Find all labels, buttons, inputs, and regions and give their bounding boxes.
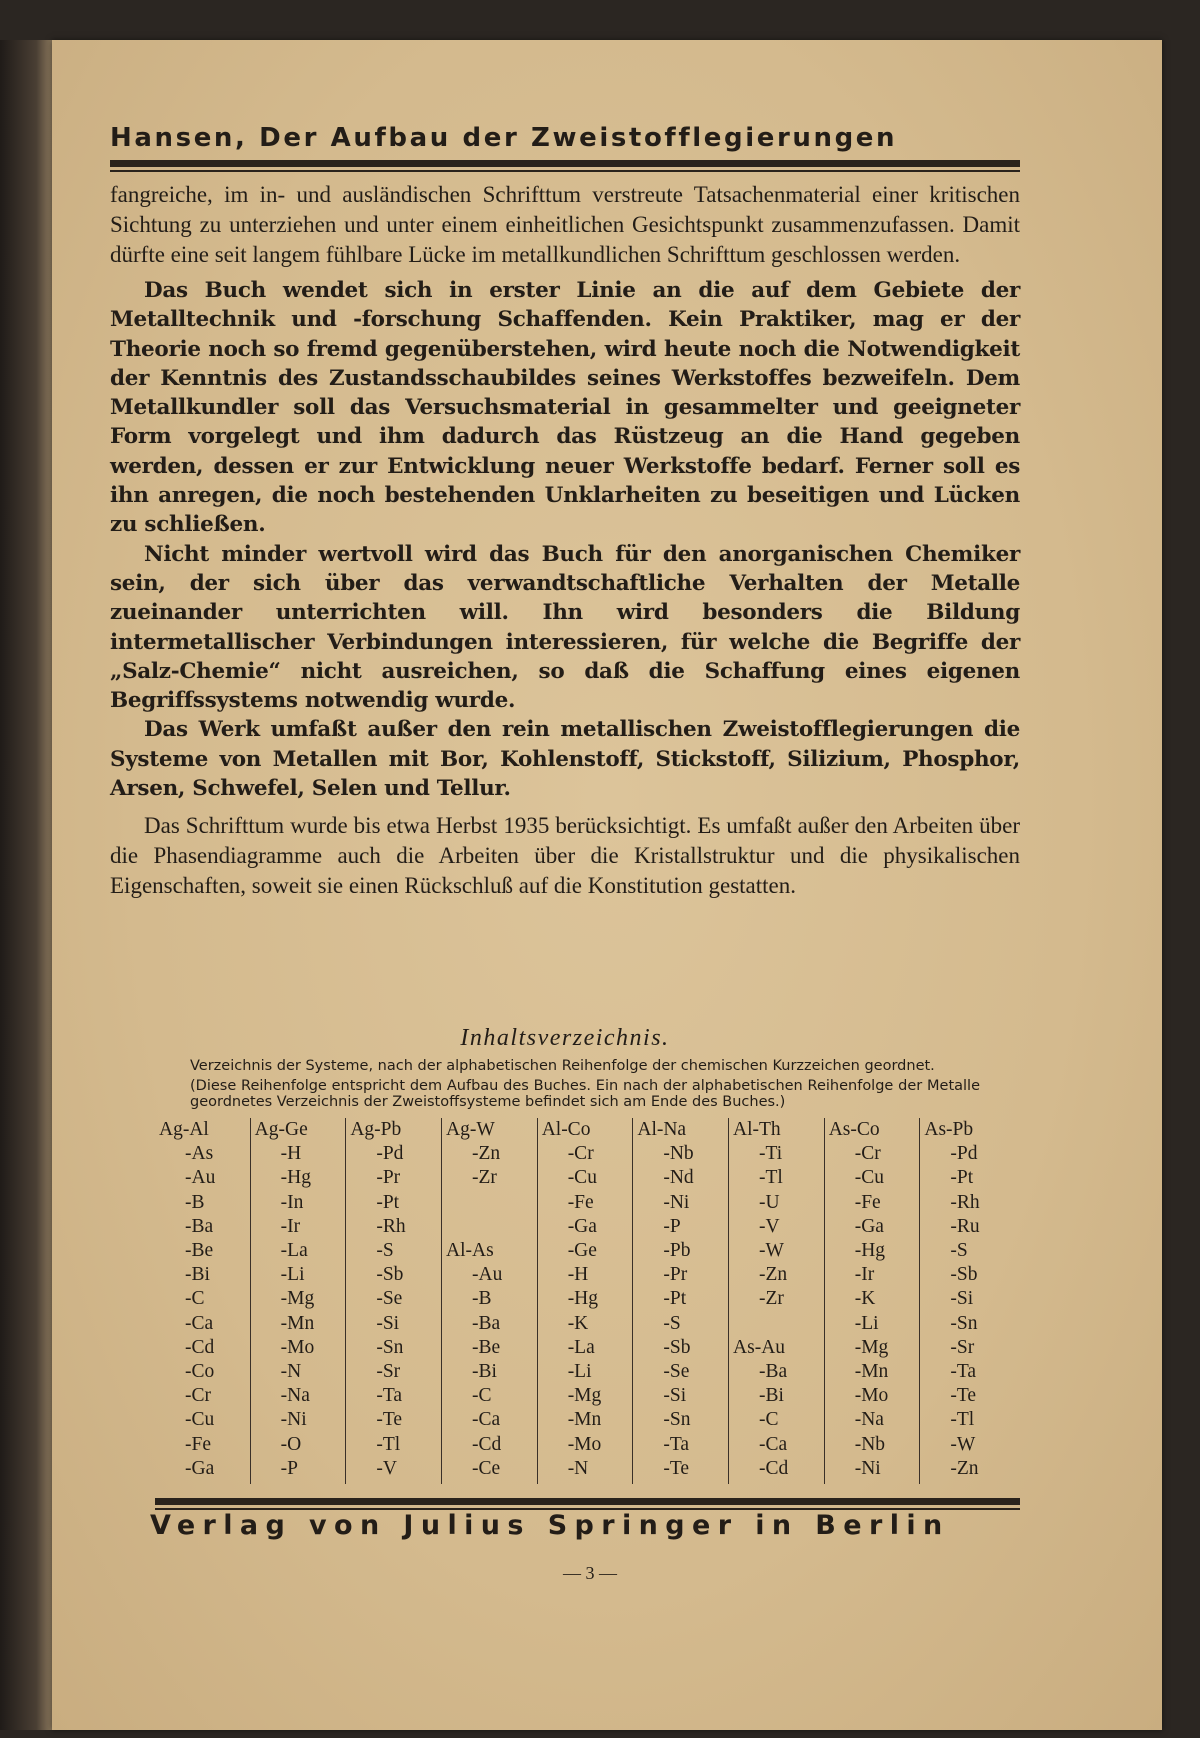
toc-system-entry: -Mn bbox=[854, 1361, 889, 1383]
toc-title: Inhaltsverzeichnis. bbox=[460, 1025, 670, 1051]
toc-system-entry: -Cu bbox=[567, 1167, 597, 1189]
toc-system-entry: -Se bbox=[663, 1361, 690, 1383]
toc-system-entry: -Pr bbox=[376, 1167, 401, 1189]
toc-system-entry: -Cd bbox=[185, 1336, 215, 1358]
toc-system-entry: -Cr bbox=[567, 1143, 594, 1165]
toc-column bbox=[729, 1118, 825, 1484]
toc-system-entry: -Pt bbox=[950, 1167, 974, 1189]
toc-system-entry: -Se bbox=[376, 1288, 403, 1310]
toc-system-entry: -Mn bbox=[567, 1409, 602, 1431]
toc-system-entry: -Mo bbox=[567, 1433, 602, 1455]
toc-system-entry: -Nb bbox=[663, 1143, 694, 1165]
toc-system-entry: -W bbox=[950, 1433, 976, 1455]
toc-system-entry: -Cr bbox=[185, 1385, 211, 1407]
toc-system-entry: -Rh bbox=[376, 1215, 406, 1237]
toc-system-entry: -Te bbox=[950, 1385, 977, 1407]
toc-system-entry: -Mn bbox=[280, 1312, 315, 1334]
toc-system-entry: -Sn bbox=[663, 1409, 691, 1431]
toc-system-entry: -Na bbox=[854, 1409, 884, 1431]
toc-spacer bbox=[729, 1312, 824, 1336]
page-number: — 3 — bbox=[563, 1563, 617, 1583]
toc-system-entry: -Ge bbox=[567, 1240, 597, 1262]
toc-system-entry: -P bbox=[280, 1457, 299, 1479]
toc-system-entry: -Ga bbox=[185, 1457, 215, 1479]
toc-system-entry: -W bbox=[759, 1240, 784, 1262]
toc-system-entry: -Si bbox=[376, 1312, 400, 1334]
toc-system-entry: -Ga bbox=[854, 1215, 884, 1237]
toc-system-entry: -Sr bbox=[376, 1361, 401, 1383]
toc-system-entry: -Zn bbox=[472, 1143, 501, 1165]
toc-system-entry: -Sb bbox=[376, 1264, 404, 1286]
toc-system-entry: -K bbox=[567, 1312, 589, 1334]
toc-system-entry: -N bbox=[280, 1361, 302, 1383]
toc-system-entry: -Ir bbox=[854, 1264, 875, 1286]
toc-system-entry: -Ni bbox=[663, 1191, 690, 1213]
paragraph-intro: fangreiche, im in- und ausländischen Schrifttum verstreute Tatsachenmaterial einer kritischen Sichtung zu unterziehen und unter einem einheitlichen Gesichtspunkt zusammenzufassen. Damit dürfte eine seit langem fühlbare Lücke im metallkundlichen Schrifttum geschlossen werden. bbox=[110, 182, 1020, 267]
toc-system-entry: -As bbox=[185, 1143, 214, 1165]
toc-system-entry: -Tl bbox=[376, 1433, 401, 1455]
toc-system-entry: -Mg bbox=[280, 1288, 315, 1310]
toc-system-entry: -Na bbox=[280, 1385, 310, 1407]
toc-column bbox=[155, 1118, 251, 1484]
publisher-imprint: Verlag von Julius Springer in Berlin bbox=[150, 1510, 950, 1541]
toc-system-entry: -Pd bbox=[376, 1143, 404, 1165]
toc-system-entry: -Ba bbox=[185, 1215, 214, 1237]
toc-system-heading: Ag-W bbox=[446, 1119, 495, 1140]
toc-system-heading: As-Pb bbox=[924, 1119, 974, 1140]
toc-system-entry: -Li bbox=[854, 1312, 879, 1334]
toc-system-entry: -Ir bbox=[280, 1215, 301, 1237]
toc-system-entry: -Bi bbox=[472, 1361, 497, 1382]
toc-system-entry: -Ni bbox=[854, 1457, 881, 1479]
toc-system-heading: Ag-Al bbox=[159, 1119, 209, 1140]
header-rule-thin bbox=[110, 170, 1020, 172]
toc-subtitle-line1: Verzeichnis der Systeme, nach der alphabetischen Reihenfolge der chemischen Kurzzeichen geordnet. bbox=[190, 1058, 935, 1074]
toc-column bbox=[538, 1118, 634, 1484]
toc-system-entry: -K bbox=[854, 1288, 876, 1310]
toc-system-entry: -Nd bbox=[663, 1167, 694, 1189]
toc-system-entry: -P bbox=[663, 1215, 681, 1237]
toc-system-entry: -Si bbox=[663, 1385, 687, 1407]
toc-system-entry: -Hg bbox=[567, 1288, 599, 1310]
toc-system-entry: -S bbox=[376, 1240, 394, 1262]
page-header-title: Hansen, Der Aufbau der Zweistofflegierungen bbox=[110, 123, 898, 153]
toc-system-entry: -Pr bbox=[663, 1264, 688, 1286]
toc-system-entry: -S bbox=[663, 1312, 681, 1334]
toc-system-entry: -La bbox=[567, 1336, 595, 1358]
toc-system-entry: -N bbox=[567, 1457, 589, 1479]
toc-system-entry: -Fe bbox=[854, 1191, 881, 1213]
toc-system-entry: -Sb bbox=[663, 1336, 691, 1358]
toc-system-entry: -H bbox=[567, 1264, 589, 1286]
toc-system-entry: -Ta bbox=[376, 1385, 403, 1407]
toc-column bbox=[920, 1118, 1015, 1484]
toc-system-entry: -Bi bbox=[759, 1385, 784, 1407]
toc-system-entry: -Ga bbox=[567, 1215, 597, 1237]
toc-system-entry: -Sn bbox=[950, 1312, 978, 1334]
toc-spacer bbox=[442, 1191, 537, 1215]
toc-system-entry: -C bbox=[185, 1288, 205, 1310]
toc-system-entry: -Pd bbox=[950, 1143, 978, 1165]
toc-system-entry: -Co bbox=[185, 1361, 215, 1383]
toc-system-entry: -B bbox=[185, 1191, 205, 1213]
toc-system-entry: -Ta bbox=[663, 1433, 690, 1455]
toc-system-entry: -Tl bbox=[759, 1167, 783, 1189]
toc-system-entry: -Ni bbox=[280, 1409, 307, 1431]
toc-system-entry: -Mg bbox=[854, 1336, 889, 1358]
toc-system-entry: -Mg bbox=[567, 1385, 602, 1407]
toc-system-entry: -In bbox=[280, 1191, 304, 1213]
footer-rule-thick bbox=[155, 1498, 1020, 1505]
toc-system-entry: -Be bbox=[472, 1336, 501, 1358]
toc-system-entry: -O bbox=[280, 1433, 302, 1455]
toc-system-entry: -Tl bbox=[950, 1409, 975, 1431]
toc-system-entry: -Zn bbox=[950, 1457, 979, 1479]
toc-system-entry: -Sn bbox=[376, 1336, 404, 1358]
toc-system-entry: -Pb bbox=[663, 1240, 691, 1262]
toc-column bbox=[442, 1118, 538, 1484]
toc-system-entry: -Cr bbox=[854, 1143, 881, 1165]
toc-system-entry: -Ti bbox=[759, 1143, 783, 1165]
body-text bbox=[110, 180, 1020, 901]
toc-system-entry: -Pt bbox=[663, 1288, 687, 1310]
toc-system-entry: -La bbox=[280, 1240, 308, 1262]
paragraph-scope: Das Werk umfaßt außer den rein metallischen Zweistofflegierungen die Systeme von Metallen mit Bor, Kohlenstoff, Stickstoff, Silizium, Phosphor, Arsen, Schwefel, Selen und Tellur. bbox=[110, 717, 1020, 802]
toc-subtitle bbox=[190, 1058, 980, 1110]
toc-system-entry: -Mo bbox=[280, 1336, 315, 1358]
toc-system-entry: -Be bbox=[185, 1240, 214, 1262]
toc-system-heading: Al-Th bbox=[733, 1119, 781, 1140]
toc-system-entry: -Ru bbox=[950, 1215, 980, 1237]
toc-system-entry: -B bbox=[472, 1288, 492, 1310]
header-rule-thick bbox=[110, 160, 1020, 167]
toc-system-entry: -S bbox=[950, 1240, 968, 1262]
toc-system-entry: -Zr bbox=[472, 1167, 497, 1189]
toc-system-entry: -Fe bbox=[185, 1433, 211, 1455]
toc-system-entry: -Zn bbox=[759, 1264, 788, 1286]
toc-system-entry: -C bbox=[472, 1385, 492, 1407]
paragraph-literature: Das Schrifttum wurde bis etwa Herbst 1935 berücksichtigt. Es umfaßt außer den Arbeiten über die Phasendiagramme auch die Arbeiten über die Kristallstruktur und die physikalischen Eigenschaften, soweit sie einen Rückschluß auf die Konstitution gestatten. bbox=[110, 813, 1020, 899]
toc-column bbox=[825, 1118, 921, 1484]
toc-system-heading: As-Au bbox=[733, 1336, 786, 1358]
toc-spacer bbox=[442, 1215, 537, 1239]
toc-system-entry: -Sb bbox=[950, 1264, 978, 1286]
toc-system-entry: -Au bbox=[472, 1264, 503, 1286]
toc-system-heading: Al-Na bbox=[637, 1119, 687, 1140]
toc-system-entry: -Sr bbox=[950, 1336, 975, 1358]
toc-system-heading: As-Co bbox=[828, 1119, 880, 1140]
toc-system-entry: -Te bbox=[376, 1409, 403, 1431]
toc-system-entry: -Ta bbox=[950, 1361, 977, 1383]
toc-system-entry: -Fe bbox=[567, 1191, 594, 1213]
paragraph-practitioners: Das Buch wendet sich in erster Linie an die auf dem Gebiete der Metalltechnik und -forschung Schaffenden. Kein Praktiker, mag er der Theorie noch so fremd gegenüberstehen, wird heute noch die Notwendigkeit der Kenntnis des Zustandsschaubildes seines Werkstoffes bezweifeln. Dem Metallkundler soll das Versuchsmaterial in gesammelter und geeigneter Form vorgelegt und ihm dadurch das Rüstzeug an die Hand gegeben werden, dessen er zur Entwicklung neuer Werkstoffe bedarf. Ferner soll es ihn anregen, die noch bestehenden Unklarheiten zu beseitigen und Lücken zu schließen. bbox=[110, 278, 1020, 538]
toc-column bbox=[633, 1118, 729, 1484]
toc-system-entry: -V bbox=[376, 1457, 397, 1479]
toc-system-entry: -Ca bbox=[185, 1312, 214, 1334]
toc-system-entry: -Te bbox=[663, 1457, 690, 1479]
toc-system-entry: -U bbox=[759, 1191, 780, 1213]
toc-table bbox=[155, 1118, 1015, 1484]
toc-system-entry: -Hg bbox=[854, 1240, 886, 1262]
toc-system-entry: -Cd bbox=[472, 1433, 502, 1455]
toc-system-heading: Ag-Pb bbox=[350, 1119, 402, 1140]
toc-system-entry: -Zr bbox=[759, 1288, 784, 1310]
toc-system-entry: -Ce bbox=[472, 1457, 501, 1479]
toc-system-entry: -Au bbox=[185, 1167, 216, 1189]
toc-system-heading: Al-Co bbox=[541, 1119, 591, 1140]
toc-system-entry: -Ca bbox=[759, 1433, 788, 1455]
toc-system-entry: -Li bbox=[280, 1264, 305, 1286]
toc-system-entry: -Rh bbox=[950, 1191, 980, 1213]
paragraph-chemists: Nicht minder wertvoll wird das Buch für den anorganischen Chemiker sein, der sich über das verwandtschaftliche Verhalten der Metalle zueinander unterrichten will. Ihn wird besonders die Bildung intermetallischer Verbindungen interessieren, für welche die Begriffe der „Salz-Chemie“ nicht ausreichen, so daß die Schaffung eines eigenen Begriffssystems notwendig wurde. bbox=[110, 541, 1020, 714]
toc-system-entry: -Bi bbox=[185, 1264, 210, 1286]
toc-system-entry: -Mo bbox=[854, 1385, 889, 1407]
toc-system-entry: -Hg bbox=[280, 1167, 311, 1189]
toc-system-entry: -Nb bbox=[854, 1433, 886, 1455]
toc-system-entry: -Cu bbox=[854, 1167, 884, 1189]
toc-system-entry: -Cu bbox=[185, 1409, 215, 1431]
toc-system-entry: -Si bbox=[950, 1288, 974, 1310]
toc-system-heading: Ag-Ge bbox=[254, 1119, 308, 1140]
toc-column bbox=[346, 1118, 442, 1484]
toc-system-entry: -Cd bbox=[759, 1457, 789, 1479]
toc-column bbox=[251, 1118, 347, 1484]
toc-system-entry: -Ba bbox=[472, 1312, 501, 1334]
toc-system-entry: -H bbox=[280, 1143, 302, 1165]
toc-system-entry: -Ba bbox=[759, 1361, 788, 1383]
toc-system-entry: -Ca bbox=[472, 1409, 501, 1431]
adjacent-page-edge bbox=[0, 40, 52, 1730]
toc-system-heading: Al-As bbox=[446, 1239, 494, 1261]
toc-system-entry: -V bbox=[759, 1215, 780, 1237]
toc-system-entry: -C bbox=[759, 1409, 779, 1431]
toc-system-entry: -Li bbox=[567, 1361, 592, 1383]
toc-subtitle-line2: (Diese Reihenfolge entspricht dem Aufbau des Buches. Ein nach der alphabetischen Reihenfolge der Metalle geordnetes Verzeichnis der Zweistoffsysteme befindet sich am Ende des Buches.) bbox=[190, 1078, 980, 1110]
toc-system-entry: -Pt bbox=[376, 1191, 400, 1213]
